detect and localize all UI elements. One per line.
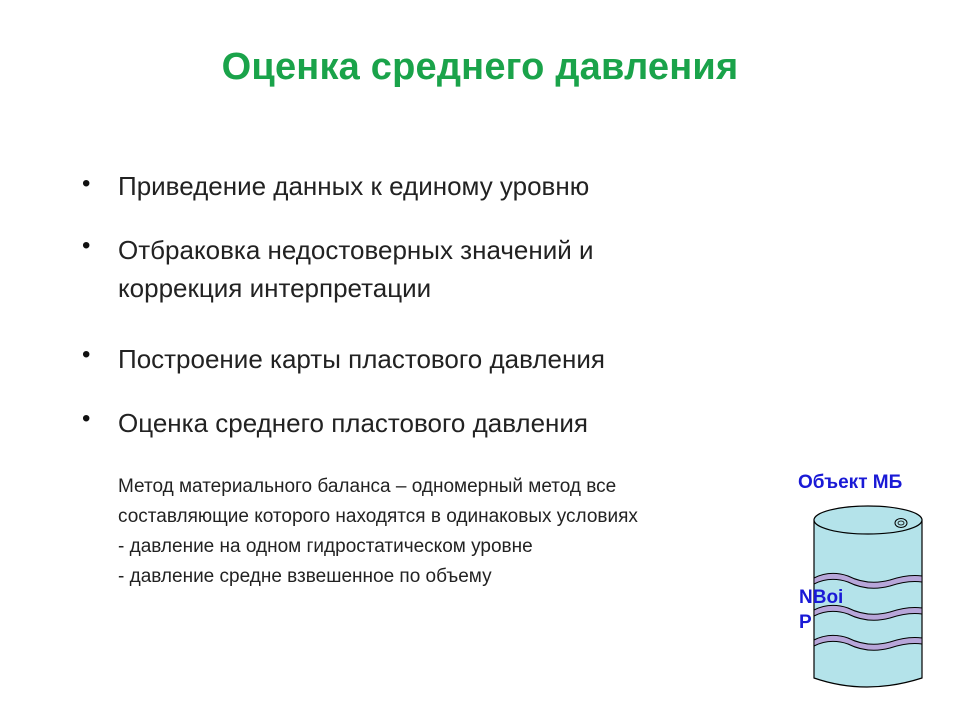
note-line-1: Метод материального баланса – одномерный метод все xyxy=(118,476,617,497)
nboi-line-2: P xyxy=(799,612,812,633)
bullet-marker: • xyxy=(82,341,91,368)
note-line-4: - давление средне взвешенное по объему xyxy=(118,566,492,587)
bullet-item-2: Отбраковка недостоверных значений и коррекция интерпретации xyxy=(118,235,594,303)
object-label: Объект МБ xyxy=(798,472,903,493)
note-line-3: - давление на одном гидростатическом уровне xyxy=(118,536,533,557)
bullet-marker: • xyxy=(82,405,91,432)
bullet-item-1: Приведение данных к единому уровню xyxy=(118,171,590,201)
note-line-2: составляющие которого находятся в одинаковых условиях xyxy=(118,506,638,527)
method-note xyxy=(118,472,758,592)
nboi-line-1: NBoi xyxy=(799,587,844,608)
bullet-marker: • xyxy=(82,232,91,259)
bullet-item-4: Оценка среднего пластового давления xyxy=(118,408,589,438)
nboi-label xyxy=(799,585,859,635)
bullet-marker: • xyxy=(82,170,91,197)
bullet-item-3: Построение карты пластового давления xyxy=(118,344,605,374)
slide-title: Оценка среднего давления xyxy=(221,46,739,88)
